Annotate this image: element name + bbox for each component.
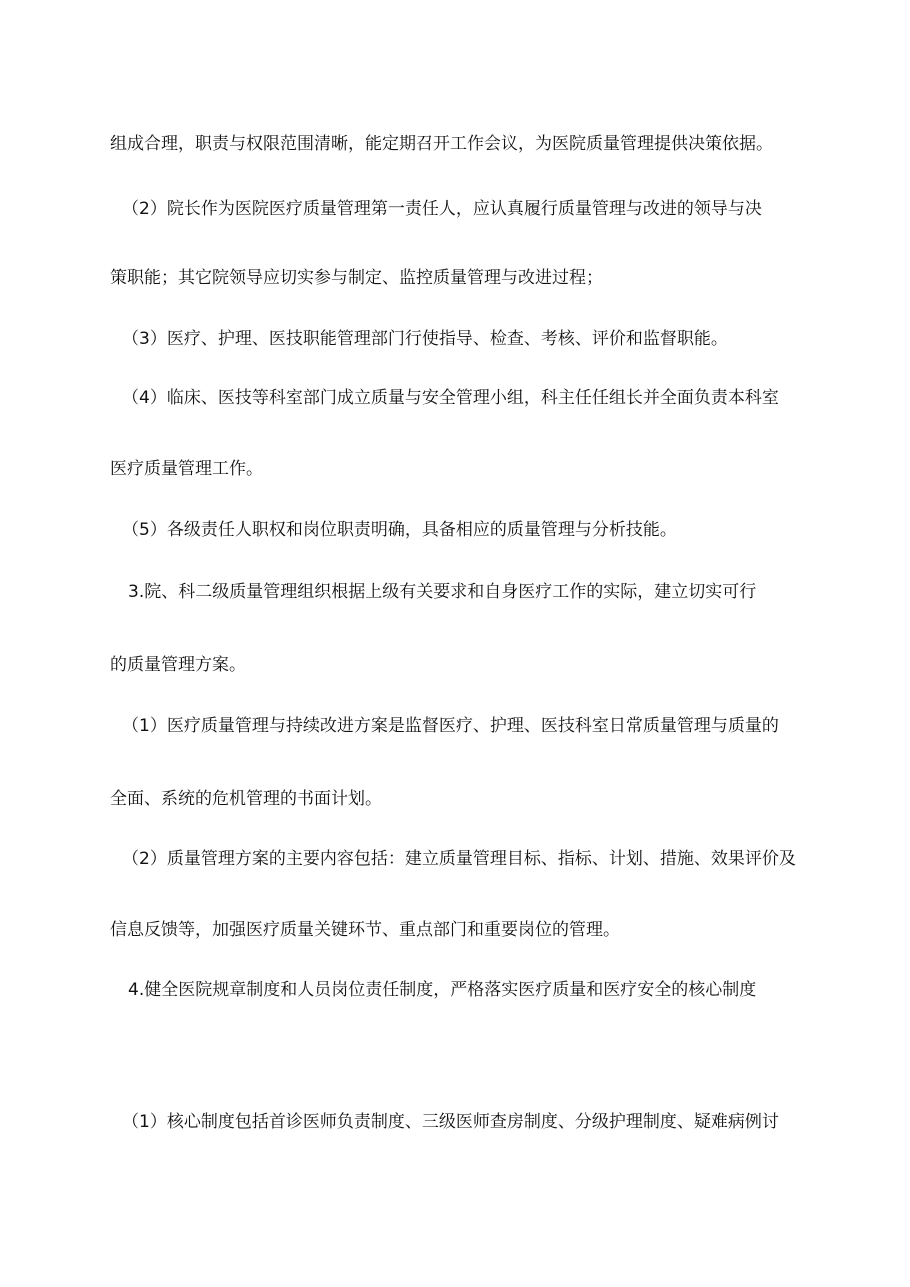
paragraph-line: 的质量管理方案。 (110, 655, 246, 675)
paragraph-line: （1）核心制度包括首诊医师负责制度、三级医师查房制度、分级护理制度、疑难病例讨 (122, 1112, 779, 1132)
paragraph-line: 组成合理，职责与权限范围清晰，能定期召开工作会议，为医院质量管理提供决策依据。 (110, 134, 773, 154)
paragraph-line: （2）质量管理方案的主要内容包括：建立质量管理目标、指标、计划、措施、效果评价及 (122, 849, 796, 869)
paragraph-line: 全面、系统的危机管理的书面计划。 (110, 789, 382, 809)
paragraph-line: 医疗质量管理工作。 (110, 459, 263, 479)
paragraph-line: （1）医疗质量管理与持续改进方案是监督医疗、护理、医技科室日常质量管理与质量的 (122, 716, 779, 736)
paragraph-line: （4）临床、医技等科室部门成立质量与安全管理小组，科主任任组长并全面负责本科室 (122, 388, 779, 408)
paragraph-line: （2）院长作为医院医疗质量管理第一责任人，应认真履行质量管理与改进的领导与决 (122, 199, 762, 219)
paragraph-line: 策职能；其它院领导应切实参与制定、监控质量管理与改进过程； (110, 268, 603, 288)
paragraph-line: 3.院、科二级质量管理组织根据上级有关要求和自身医疗工作的实际，建立切实可行 (128, 582, 757, 602)
paragraph-line: 信息反馈等，加强医疗质量关键环节、重点部门和重要岗位的管理。 (110, 920, 620, 940)
paragraph-line: （5）各级责任人职权和岗位职责明确，具备相应的质量管理与分析技能。 (122, 520, 677, 540)
paragraph-line: 4.健全医院规章制度和人员岗位责任制度，严格落实医疗质量和医疗安全的核心制度 (128, 980, 757, 1000)
paragraph-line: （3）医疗、护理、医技职能管理部门行使指导、检查、考核、评价和监督职能。 (122, 329, 728, 349)
